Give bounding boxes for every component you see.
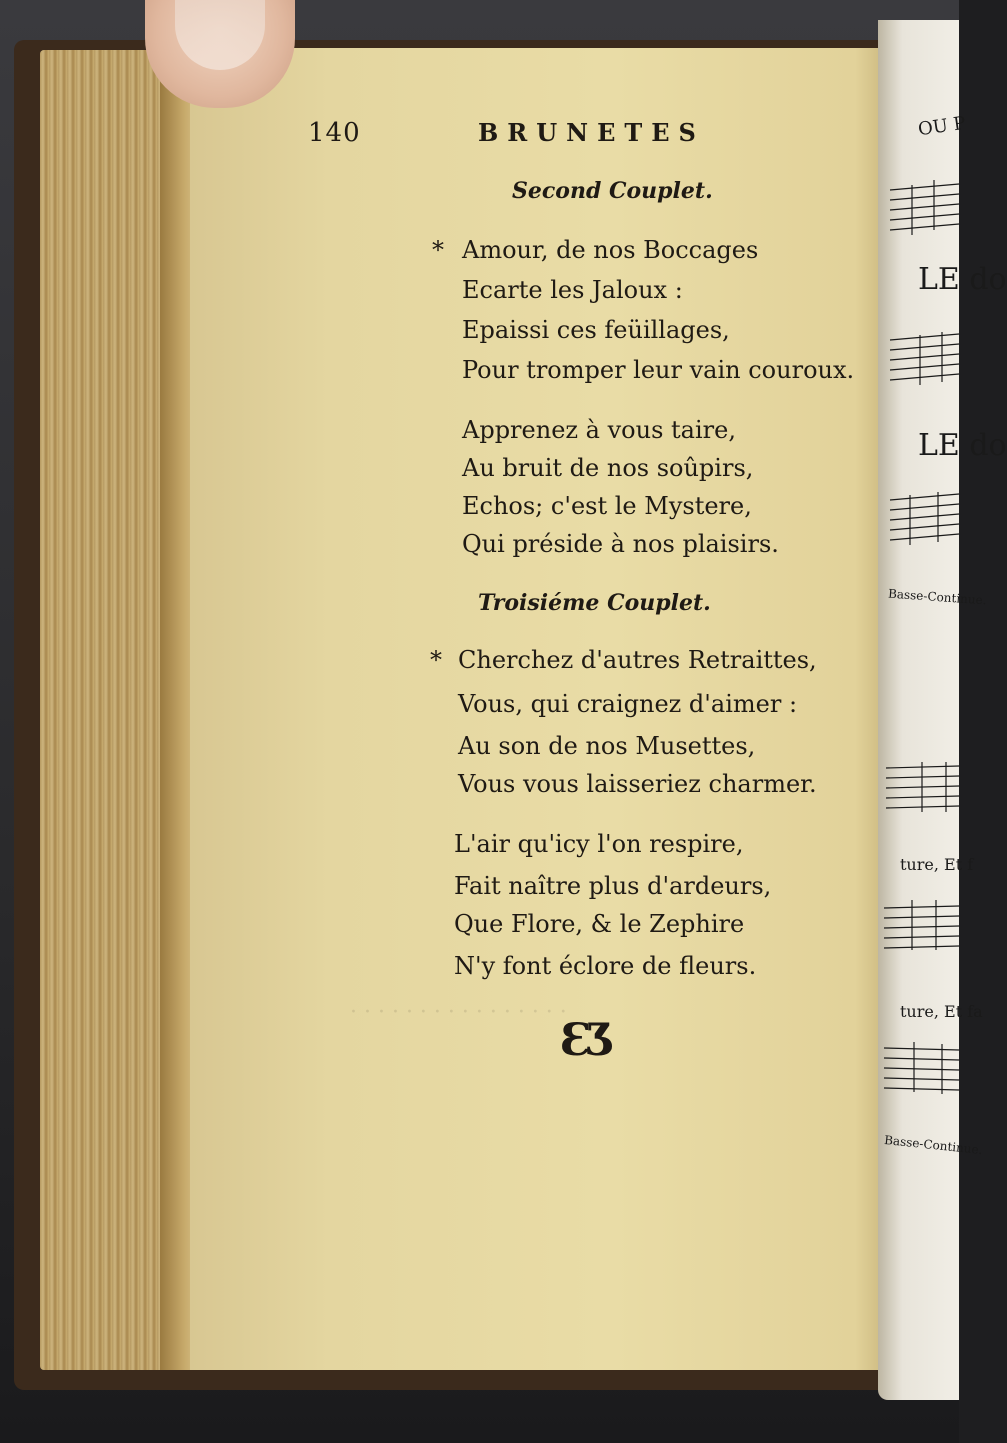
tailpiece-ornament: ƐƷ [560, 1015, 609, 1066]
verse-marker: * [432, 236, 444, 264]
verse-line: Cherchez d'autres Retraittes, [458, 646, 817, 674]
facing-page-header: OU P [916, 112, 967, 141]
facing-lyric: LE do [918, 428, 1007, 463]
verse-line: Echos; c'est le Mystere, [462, 492, 752, 520]
verse-line: Fait naître plus d'ardeurs, [454, 872, 772, 900]
bleed-through-text: · · · · · · · · · · · · · · · · [350, 1000, 567, 1025]
verse-line: Que Flore, & le Zephire [454, 910, 745, 938]
verse-line: Vous, qui craignez d'aimer : [458, 690, 798, 718]
verse-line: Epaissi ces feüillages, [462, 316, 730, 344]
facing-label: Basse-Continue. [883, 1132, 984, 1158]
verse-line: Au son de nos Musettes, [458, 732, 756, 760]
verse-line: Au bruit de nos soûpirs, [462, 454, 754, 482]
music-staff [890, 330, 971, 420]
section-heading: Second Couplet. [512, 178, 713, 204]
verse-line: Amour, de nos Boccages [462, 236, 759, 264]
verse-line: N'y font éclore de fleurs. [454, 952, 757, 980]
verse-line: Vous vous laisseriez charmer. [458, 770, 817, 798]
facing-lyric: ture, Et f [900, 855, 974, 874]
page-number: 140 [308, 118, 361, 148]
music-staff [884, 1040, 965, 1120]
verse-line: L'air qu'icy l'on respire, [454, 830, 744, 858]
verse-line: Qui préside à nos plaisirs. [462, 530, 779, 558]
facing-lyric: ture, Et fa [900, 1002, 983, 1021]
running-head: BRUNETES [478, 118, 705, 147]
verse-line: Ecarte les Jaloux : [462, 276, 683, 304]
facing-lyric: LE do [918, 262, 1007, 297]
music-staff [884, 900, 965, 980]
section-heading: Troisiéme Couplet. [478, 590, 711, 616]
verse-line: Pour tromper leur vain couroux. [462, 356, 855, 384]
verse-line: Apprenez à vous taire, [462, 416, 736, 444]
verse-marker: * [430, 646, 442, 674]
facing-label: Basse-Continue. [887, 586, 987, 608]
music-staff [890, 490, 971, 570]
music-staff [886, 760, 967, 840]
